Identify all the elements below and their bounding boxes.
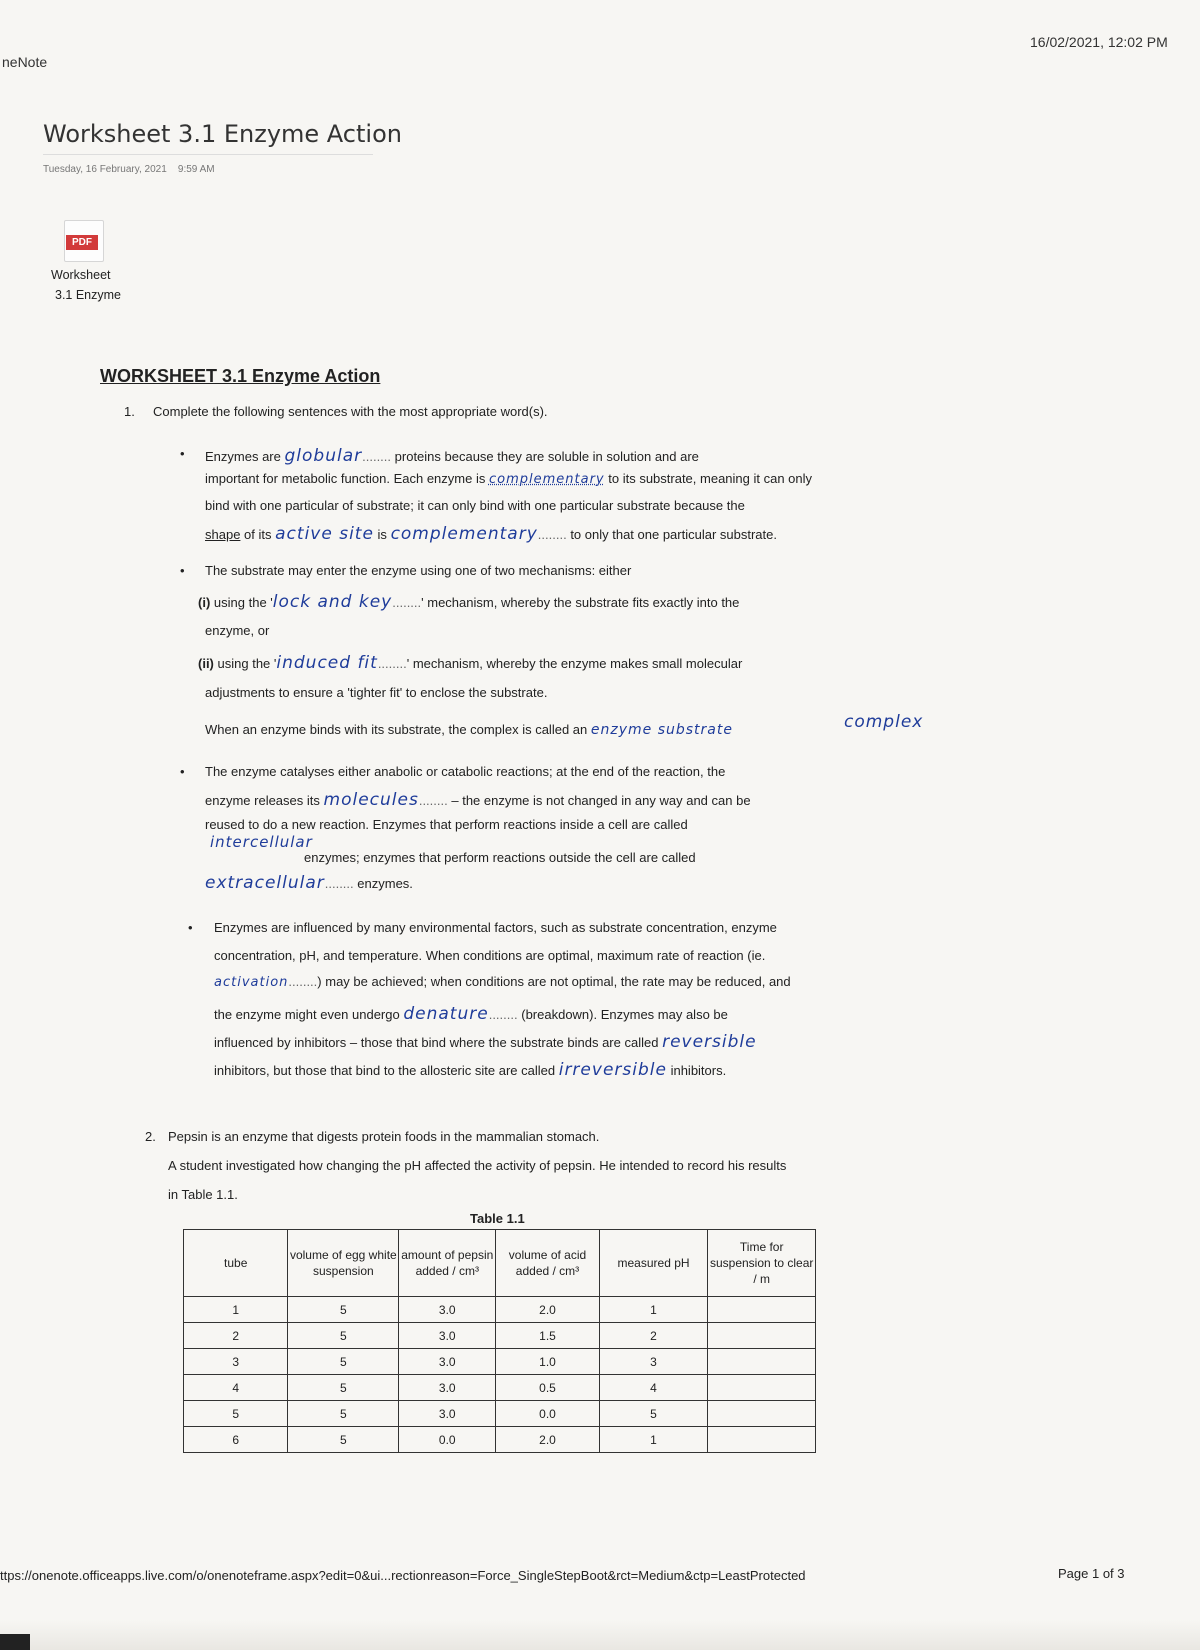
b1-text: important for metabolic function. Each enzyme is (205, 471, 486, 486)
b3-text: enzymes. (357, 876, 413, 891)
b3-line3: reused to do a new reaction. Enzymes that perform reactions inside a cell are called (205, 817, 688, 832)
b3-line2 (205, 790, 751, 810)
b3-line4: enzymes; enzymes that perform reactions outside the cell are called (304, 850, 696, 865)
b2-text: When an enzyme binds with its substrate, the complex is called an (205, 722, 588, 737)
column-header: amount of pepsin added / cm³ (399, 1230, 496, 1297)
answer-activation: activation (214, 975, 289, 990)
page-number: Page 1 of 3 (1058, 1566, 1125, 1581)
column-header: volume of acid added / cm³ (496, 1230, 599, 1297)
b1-line4 (205, 524, 777, 544)
table-cell: 5 (288, 1349, 399, 1375)
b4-line1: Enzymes are influenced by many environmental factors, such as substrate concentration, enzyme (214, 920, 777, 935)
table-cell: 1 (599, 1427, 708, 1453)
scan-edge (0, 1620, 1200, 1650)
table-row (184, 1401, 816, 1427)
answer-complex: complex (844, 712, 924, 732)
table-cell: 1 (184, 1297, 288, 1323)
table-cell (708, 1323, 816, 1349)
scan-corner-mark (0, 1634, 30, 1650)
table-cell: 3.0 (399, 1297, 496, 1323)
blank-dots: ........ (288, 974, 318, 989)
b1-text: proteins because they are soluble in solution and are (394, 449, 699, 464)
table-cell: 2 (599, 1323, 708, 1349)
q2-line3: in Table 1.1. (168, 1187, 238, 1202)
table-cell (708, 1401, 816, 1427)
table-cell: 2.0 (496, 1297, 599, 1323)
q2-line2: A student investigated how changing the pH affected the activity of pepsin. He intended to record his results (168, 1158, 787, 1173)
table-cell: 0.5 (496, 1375, 599, 1401)
bullet-3: • (180, 764, 185, 779)
answer-reversible: reversible (662, 1032, 757, 1052)
answer-lock-and-key: lock and key (272, 592, 393, 612)
table-cell: 3.0 (399, 1375, 496, 1401)
table-cell: 3 (599, 1349, 708, 1375)
b2-text: using the ' (217, 656, 277, 671)
b2-line-i (198, 592, 739, 612)
table-cell: 1.5 (496, 1323, 599, 1349)
b4-text: inhibitors, but those that bind to the allosteric site are called (214, 1063, 556, 1078)
table-cell: 2 (184, 1323, 288, 1349)
title-underline (43, 154, 373, 155)
q2-line1: Pepsin is an enzyme that digests protein foods in the mammalian stomach. (168, 1129, 600, 1144)
b2-line-i-cont: enzyme, or (205, 623, 270, 638)
b4-text: (breakdown). Enzymes may also be (521, 1007, 728, 1022)
table-cell: 5 (184, 1401, 288, 1427)
table-row (184, 1375, 816, 1401)
table-cell: 5 (599, 1401, 708, 1427)
b3-text: – the enzyme is not changed in any way and can be (451, 793, 751, 808)
b1-text: of its (244, 527, 272, 542)
page-date-text: Tuesday, 16 February, 2021 (43, 164, 167, 175)
print-datetime: 16/02/2021, 12:02 PM (1030, 34, 1168, 50)
b2-line-ii-cont: adjustments to ensure a 'tighter fit' to enclose the substrate. (205, 685, 548, 700)
answer-complementary-2: complementary (390, 524, 538, 544)
table-cell: 3.0 (399, 1323, 496, 1349)
table-row (184, 1323, 816, 1349)
b4-text: the enzyme might even undergo (214, 1007, 400, 1022)
b4-line2: concentration, pH, and temperature. When conditions are optimal, maximum rate of reaction (ie. (214, 948, 766, 963)
q1-number: 1. (124, 404, 135, 419)
b2-text: using the ' (213, 595, 273, 610)
b2-text: ' mechanism, whereby the substrate fits exactly into the (421, 595, 740, 610)
answer-globular: globular (284, 446, 363, 466)
b4-line4 (214, 1004, 728, 1024)
table-cell: 4 (184, 1375, 288, 1401)
attachment-name[interactable] (51, 265, 121, 305)
blank-dots: ........ (377, 656, 407, 671)
answer-active-site: active site (275, 524, 374, 544)
b4-line6 (214, 1060, 726, 1080)
answer-enzyme-substrate: enzyme substrate (590, 722, 733, 738)
b3-text: enzyme releases its (205, 793, 320, 808)
b1-line3: bind with one particular of substrate; it can only bind with one particular substrate because the (205, 498, 745, 513)
answer-molecules: molecules (323, 790, 419, 810)
table-cell: 4 (599, 1375, 708, 1401)
column-header: Time for suspension to clear / m (708, 1230, 816, 1297)
footer-url: ttps://onenote.officeapps.live.com/o/onenoteframe.aspx?edit=0&ui...rectionreason=Force_SingleStepBoot&rct=Medium&ctp=LeastProtected (0, 1568, 806, 1583)
answer-induced-fit: induced fit (276, 653, 378, 673)
bullet-4: • (188, 920, 193, 935)
table-cell: 1.0 (496, 1349, 599, 1375)
b2-line1: The substrate may enter the enzyme using one of two mechanisms: either (205, 563, 632, 578)
pdf-attachment-icon[interactable] (64, 220, 104, 262)
app-name: neNote (2, 54, 48, 70)
page-time-text: 9:59 AM (177, 164, 215, 175)
blank-dots: ........ (324, 876, 354, 891)
list-label-ii: (ii) (198, 656, 214, 671)
table-cell: 3.0 (399, 1349, 496, 1375)
blank-dots: ........ (392, 595, 422, 610)
answer-extracellular: extracellular (205, 873, 325, 893)
results-table (183, 1229, 816, 1453)
pdf-badge: PDF (66, 235, 98, 250)
b4-text: ) may be achieved; when conditions are not optimal, the rate may be reduced, and (317, 974, 791, 989)
table-cell: 2.0 (496, 1427, 599, 1453)
b4-line3 (214, 974, 791, 990)
table-cell: 5 (288, 1375, 399, 1401)
table-cell: 5 (288, 1401, 399, 1427)
b4-text: inhibitors. (670, 1063, 727, 1078)
b2-line-ii (198, 653, 742, 673)
b1-text: Enzymes are (205, 449, 281, 464)
bullet-2: • (180, 563, 185, 578)
b3-line1: The enzyme catalyses either anabolic or catabolic reactions; at the end of the reaction, the (205, 764, 726, 779)
attachment-name-line1: Worksheet (51, 268, 111, 282)
bullet-1: • (180, 446, 185, 461)
table-cell: 5 (288, 1427, 399, 1453)
table-cell: 0.0 (496, 1401, 599, 1427)
b2-complex-line (205, 722, 733, 738)
b1-text: to its substrate, meaning it can only (608, 471, 813, 486)
column-header: measured pH (599, 1230, 708, 1297)
answer-complementary: complementary (488, 472, 605, 487)
table-cell: 6 (184, 1427, 288, 1453)
blank-dots: ........ (362, 449, 392, 464)
answer-irreversible: irreversible (558, 1060, 667, 1080)
answer-denature: denature (403, 1004, 489, 1024)
b1-line2 (205, 471, 812, 487)
column-header: tube (184, 1230, 288, 1297)
blank-dots: ........ (418, 793, 448, 808)
answer-intercellular: intercellular (210, 833, 313, 851)
worksheet-title: WORKSHEET 3.1 Enzyme Action (100, 366, 381, 386)
b1-text: is (377, 527, 387, 542)
table-cell: 5 (288, 1323, 399, 1349)
attachment-name-line2: 3.1 Enzyme (55, 288, 122, 302)
table-caption: Table 1.1 (470, 1211, 525, 1226)
page-date (43, 164, 215, 175)
q2-number: 2. (145, 1129, 156, 1144)
b3-line5 (205, 873, 413, 893)
column-header: volume of egg white suspension (288, 1230, 399, 1297)
b1-line1 (205, 446, 699, 466)
table-row (184, 1297, 816, 1323)
b2-text: ' mechanism, whereby the enzyme makes small molecular (406, 656, 743, 671)
page-title: Worksheet 3.1 Enzyme Action (43, 120, 402, 148)
table-cell (708, 1297, 816, 1323)
table-cell: 0.0 (399, 1427, 496, 1453)
table-header-row (184, 1230, 816, 1297)
q1-prompt: Complete the following sentences with the most appropriate word(s). (153, 404, 548, 419)
table-cell: 3 (184, 1349, 288, 1375)
table-cell: 1 (599, 1297, 708, 1323)
table-cell (708, 1375, 816, 1401)
b4-line5 (214, 1032, 757, 1052)
table-row (184, 1427, 816, 1453)
list-label-i: (i) (198, 595, 211, 610)
table-cell (708, 1427, 816, 1453)
b4-text: influenced by inhibitors – those that bind where the substrate binds are called (214, 1035, 659, 1050)
blank-dots: ........ (488, 1007, 518, 1022)
table-cell: 5 (288, 1297, 399, 1323)
table-cell (708, 1349, 816, 1375)
table-row (184, 1349, 816, 1375)
blank-dots: ........ (537, 527, 567, 542)
table-cell: 3.0 (399, 1401, 496, 1427)
b1-text: to only that one particular substrate. (570, 527, 777, 542)
b1-text: shape (205, 527, 241, 542)
